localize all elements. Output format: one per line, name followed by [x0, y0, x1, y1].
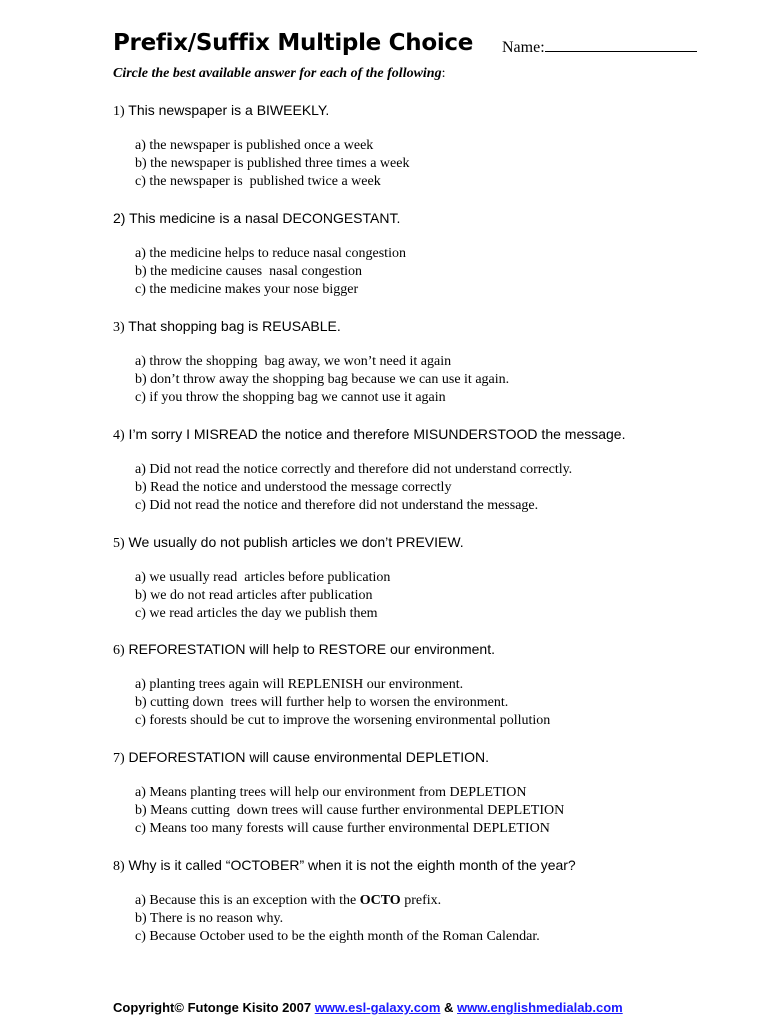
question-text: That shopping bag is REUSABLE. — [124, 318, 341, 334]
question-text: This medicine is a nasal DECONGESTANT. — [125, 210, 401, 226]
answer-option-a[interactable]: a) we usually read articles before publication — [135, 570, 391, 585]
answer-option-c[interactable]: c) Because October used to be the eighth month of the Roman Calendar. — [135, 929, 540, 944]
page-title: Prefix/Suffix Multiple Choice — [113, 30, 474, 56]
question-3-prompt — [113, 317, 753, 335]
question-text: We usually do not publish articles we don’t PREVIEW. — [124, 534, 464, 550]
name-field — [502, 37, 697, 57]
answer-option-b[interactable]: b) the medicine causes nasal congestion — [135, 264, 363, 279]
answer-option-b[interactable]: b) Means cutting down trees will cause further environmental DEPLETION — [135, 803, 565, 818]
copyright-text: Copyright© Futonge Kisito 2007 — [113, 1000, 315, 1015]
question-4 — [113, 425, 753, 515]
answer-option-c[interactable]: c) the medicine makes your nose bigger — [135, 282, 359, 297]
question-number: 7) — [113, 751, 125, 766]
answer-option-a[interactable]: a) Did not read the notice correctly and therefore did not understand correctly. — [135, 462, 573, 477]
answer-option-c[interactable]: c) the newspaper is published twice a week — [135, 174, 381, 189]
question-number: 2) — [113, 210, 126, 226]
answer-list — [113, 569, 753, 623]
answer-option-b[interactable]: b) There is no reason why. — [135, 911, 284, 926]
question-text: DEFORESTATION will cause environmental DEPLETION. — [124, 749, 490, 765]
answer-list — [113, 784, 753, 838]
answer-option-a[interactable]: a) throw the shopping bag away, we won’t need it again — [135, 354, 452, 369]
question-5-prompt — [113, 533, 753, 551]
englishmedialab-link[interactable]: www.englishmedialab.com — [457, 1000, 623, 1015]
question-1 — [113, 101, 753, 191]
answer-option-c[interactable]: c) if you throw the shopping bag we cannot use it again — [135, 390, 446, 405]
question-text: REFORESTATION will help to RESTORE our environment. — [124, 641, 496, 657]
instructions-text: Circle the best available answer for each of the following — [113, 66, 442, 81]
footer-separator: & — [440, 1000, 458, 1015]
instructions-colon: : — [441, 66, 446, 81]
question-2 — [113, 209, 753, 299]
answer-option-c[interactable]: c) we read articles the day we publish them — [135, 606, 378, 621]
answer-option-a[interactable] — [135, 892, 753, 910]
name-label: Name: — [502, 39, 545, 56]
instructions — [113, 66, 446, 82]
question-number: 6) — [113, 643, 125, 658]
answer-option-b[interactable]: b) the newspaper is published three times a week — [135, 156, 410, 171]
question-number: 5) — [113, 536, 125, 551]
question-number: 1) — [113, 104, 125, 119]
answer-option-a-tail: prefix. — [400, 893, 442, 908]
answer-list — [113, 676, 753, 730]
question-2-prompt — [113, 209, 753, 227]
answer-option-b[interactable]: b) don’t throw away the shopping bag because we can use it again. — [135, 372, 510, 387]
answer-option-b[interactable]: b) cutting down trees will further help to worsen the environment. — [135, 695, 509, 710]
answer-list — [113, 892, 753, 946]
question-6-prompt — [113, 640, 753, 658]
answer-option-a-text: a) Because this is an exception with the — [135, 893, 360, 908]
question-8-prompt — [113, 856, 753, 874]
question-5 — [113, 533, 753, 623]
question-7 — [113, 748, 753, 838]
name-blank-line — [545, 37, 697, 52]
question-text: Why is it called “OCTOBER” when it is not the eighth month of the year? — [124, 857, 576, 873]
answer-option-b[interactable]: b) we do not read articles after publication — [135, 588, 373, 603]
answer-option-a[interactable]: a) Means planting trees will help our environment from DEPLETION — [135, 785, 527, 800]
question-text: I’m sorry I MISREAD the notice and therefore MISUNDERSTOOD the message. — [124, 426, 626, 442]
question-number: 4) — [113, 428, 125, 443]
answer-option-a[interactable]: a) the medicine helps to reduce nasal congestion — [135, 246, 406, 261]
question-1-prompt — [113, 101, 753, 119]
question-8 — [113, 856, 753, 946]
answer-list — [113, 353, 753, 407]
footer — [113, 1000, 623, 1015]
question-6 — [113, 640, 753, 730]
question-text: This newspaper is a BIWEEKLY. — [124, 102, 330, 118]
answer-option-c[interactable]: c) Did not read the notice and therefore did not understand the message. — [135, 498, 539, 513]
answer-option-c[interactable]: c) forests should be cut to improve the worsening environmental pollution — [135, 713, 551, 728]
answer-option-c[interactable]: c) Means too many forests will cause further environmental DEPLETION — [135, 821, 550, 836]
question-number: 8) — [113, 859, 125, 874]
answer-list — [113, 245, 753, 299]
answer-list — [113, 461, 753, 515]
answer-option-a[interactable]: a) planting trees again will REPLENISH our environment. — [135, 677, 464, 692]
answer-option-a[interactable]: a) the newspaper is published once a week — [135, 138, 374, 153]
answer-option-b[interactable]: b) Read the notice and understood the message correctly — [135, 480, 452, 495]
question-3 — [113, 317, 753, 407]
question-4-prompt — [113, 425, 753, 443]
answer-option-a-bold: OCTO — [359, 893, 401, 908]
esl-galaxy-link[interactable]: www.esl-galaxy.com — [314, 1000, 441, 1015]
answer-list — [113, 137, 753, 191]
question-7-prompt — [113, 748, 753, 766]
question-number: 3) — [113, 320, 125, 335]
